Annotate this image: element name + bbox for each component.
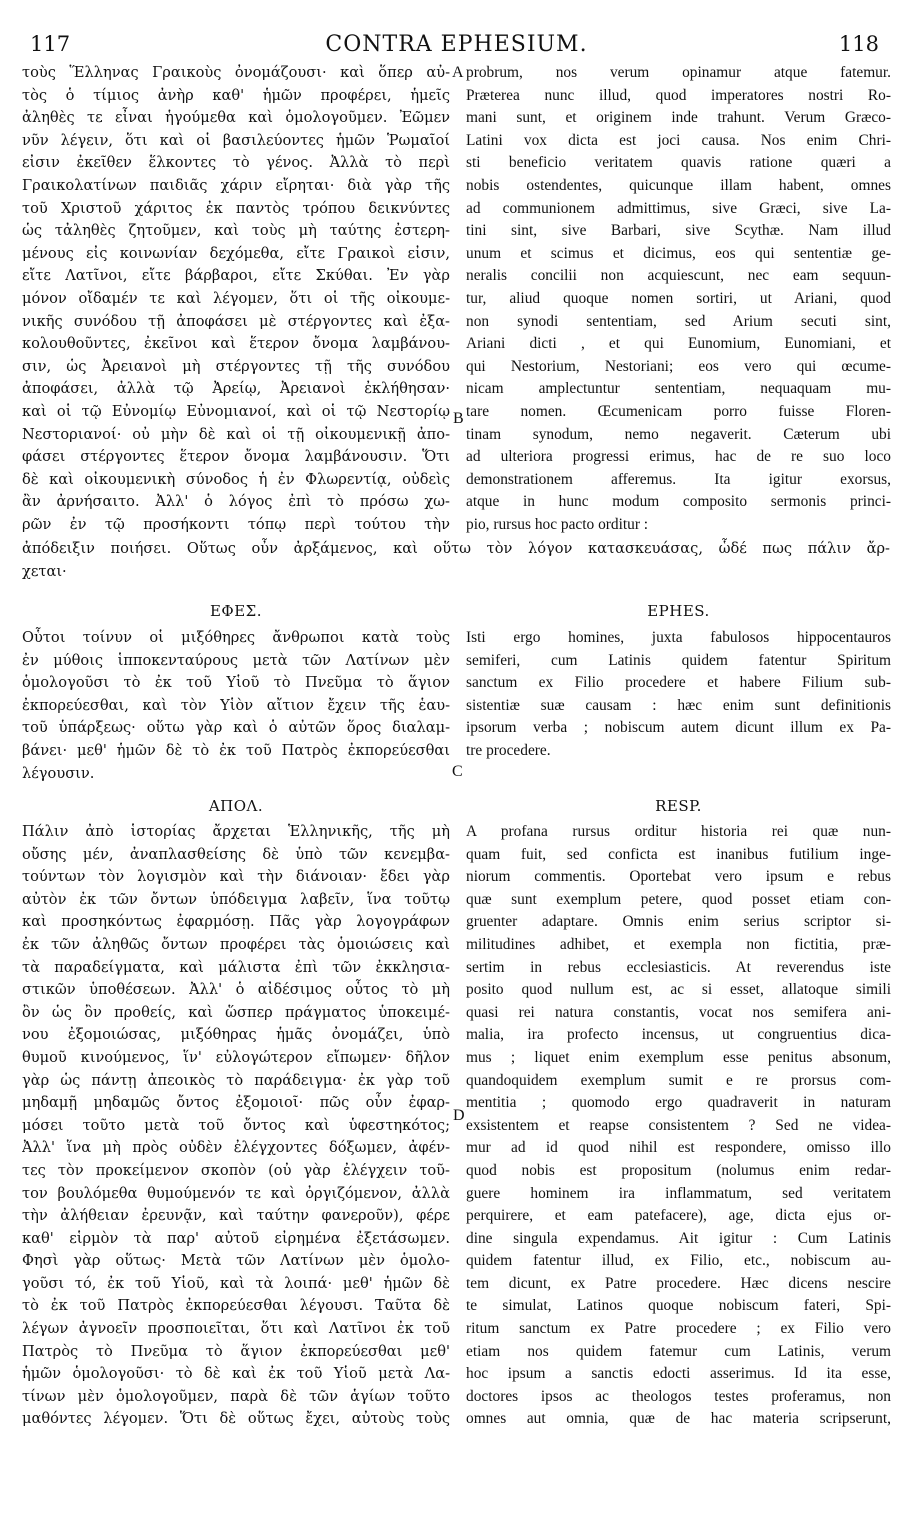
text-line: βάνει· μεθ' ἡμῶν δὲ τὸ ἐκ τοῦ Πατρὸς ἐκπορεύεσθαι <box>22 741 450 759</box>
text-line: ὂν ὡς ὂν προθείς, καὶ ὥσπερ πράγματος ὑποκειμέ- <box>22 1003 450 1021</box>
text-line: quasi rei natura constantis, vocat nos semifera ani- <box>466 1003 891 1021</box>
text-line: nobis ostendentes, quicunque illam habent, omnes <box>466 176 891 194</box>
text-line: ἐκπορεύεσθαι, καὶ τὸν Υἱὸν αἴτιον ἔχειν τῆς ἑαυ- <box>22 696 450 714</box>
greek-heading-apol: ΑΠΟΛ. <box>208 797 264 815</box>
text-line: νου ἐξομοιώσας, μιξόθηρας ἡμᾶς ὀνομάζει, ὑπὸ <box>22 1026 450 1044</box>
text-line: τοῦ ὑπάρξεως· οὕτω γὰρ καὶ ὁ αὐτῶν ὅρος διαλαμ- <box>22 719 450 737</box>
text-line: ἀποφάσει, ἀλλὰ τῷ Ἀρείῳ, Ἀρειανοὶ ἐκλήθησαν· <box>22 380 450 398</box>
text-line: tem dicunt, ex Patre procedere. Hæc dicens nescire <box>466 1274 891 1292</box>
text-line: λέγων ἀγνοεῖν προσποιεῖται, ὅτι καὶ Λατῖνοι ἐκ τοῦ <box>22 1320 450 1338</box>
text-line: posito quod nullum est, ac si esset, allatoque simili <box>466 981 891 999</box>
text-line: quandoquidem exemplum sumit e re prorsus com- <box>466 1071 891 1089</box>
text-line: etiam nos quidem fatemur cum Latinis, verum <box>466 1342 891 1360</box>
text-line: tini sint, sive Barbari, sive Scythæ. Nam illud <box>466 222 891 240</box>
text-line: ἡμῶν ὁμολογοῦσι· τὸ δὲ καὶ ἐκ τοῦ Υἱοῦ μετὰ Λα- <box>22 1365 450 1383</box>
text-line: gruenter adaptare. Omnis enim serius scriptor si- <box>466 913 891 931</box>
text-line: militudines adhibet, et exempla non fictitia, præ- <box>466 935 891 953</box>
text-line: λέγουσιν. <box>22 764 95 782</box>
running-title: CONTRA EPHESIUM. <box>325 32 588 57</box>
text-line: Latini vox dicta est joci causa. Nos enim Chri- <box>466 131 891 149</box>
text-line: Νεστοριανοί· οὐ μὴν δὲ καὶ οἱ τῇ οἰκουμενικῇ ἀπο- <box>22 425 450 443</box>
section1-greek-column <box>22 62 450 536</box>
text-line: atque in hunc modum composito sermonis princi- <box>466 493 891 511</box>
text-line: οὔσης μέν, ἀναπλασθείσης δὲ ὑπὸ τῶν κενεμβα- <box>22 845 450 863</box>
page-number-left: 117 <box>30 32 71 56</box>
text-line: τίνων μὲν ὁμολογοῦμεν, παρὰ δὲ τῶν ἁγίων τοῦτο <box>22 1387 450 1405</box>
text-line: tinam synodum, nemo negaverit. Cæterum ubi <box>466 425 891 443</box>
latin-heading-resp: RESP. <box>655 797 702 815</box>
text-line: guere hominem ira inflammatum, sed veritatem <box>466 1184 891 1202</box>
text-line: ad communionem admittimus, sive Græci, sive La- <box>466 199 891 217</box>
text-line: mentitia ; quomodo ergo quadraverit in naturam <box>466 1094 891 1112</box>
text-line: τες τὸν προκείμενον σκοπὸν (οὐ γὰρ ἐλέγχειν τοῦ- <box>22 1161 450 1179</box>
text-line: μόσει τοῦτο μετὰ τοῦ ὄντος καὶ ὑφεστηκότος; <box>22 1116 450 1134</box>
text-line: ἀληθὲς τε εἶναι ἡγούμεθα καὶ ὁμολογοῦμεν. Ἐῶμεν <box>22 109 450 127</box>
text-line: εἰσιν ἐκεῖθεν ἕλκοντες τὸ γένος. Ἀλλὰ τὸ περὶ <box>22 154 450 172</box>
text-line: σιν, ὡς Ἀρειανοὶ μὴ στέργοντες τῇ τῆς συνόδου <box>22 357 450 375</box>
text-line: perquirere, et eam patefacere), age, dicta ejus or- <box>466 1207 891 1225</box>
text-line: demonstrationem afferemus. Ita igitur exorsus, <box>466 470 891 488</box>
margin-letter-b: B <box>453 410 464 427</box>
section2-latin-column <box>466 627 891 763</box>
text-line: exsistentem et reapse consistentem ? Sed ne videa- <box>466 1116 891 1134</box>
text-line: te simulat, Latinos quoque nobiscum fateri, Spi- <box>466 1297 891 1315</box>
text-line: τὸ ἐκ τοῦ Πατρὸς ἐκπορεύεσθαι λέγουσι. Ταῦτα δὲ <box>22 1297 450 1315</box>
text-line: nicam amplectuntur sententiam, nequaquam mu- <box>466 380 891 398</box>
text-line: ὁμολογοῦσι τὸ ἐκ τοῦ Υἱοῦ τὸ Πνεῦμα τὸ ἅγιον <box>22 674 450 692</box>
text-line: ipsorum verba ; nobiscum autem dicunt illum ex Pa- <box>466 719 891 737</box>
text-line: mur ad id quod nihil est respondere, omisso illo <box>466 1139 891 1157</box>
page-header <box>0 22 913 62</box>
text-line: unum et scimus et dicimus, eos qui sententiæ ge- <box>466 244 891 262</box>
text-line: tur, aliud quoque nomen sortiri, ut Ariani, quod <box>466 289 891 307</box>
text-line: mani sunt, et originem inde trahunt. Verum Græco- <box>466 109 891 127</box>
text-line: hoc ipsum a sanctis edocti asserimus. Id ita esse, <box>466 1365 891 1383</box>
text-line: dine singula expendamus. Ait igitur : Cum Latinis <box>466 1229 891 1247</box>
text-line: probrum, nos verum opinamur atque fatemur. <box>466 64 891 81</box>
text-line: Isti ergo homines, juxta fabulosos hippocentauros <box>466 629 891 646</box>
text-line: μηδαμῇ μηδαμῶς ὄντος ἐξομοιοῖ· πῶς οὖν ἐφαρ- <box>22 1094 450 1112</box>
text-line: ἐν μύθοις ἱπποκενταύρους μετὰ τῶν Λατίνων μὲν <box>22 651 450 669</box>
text-line: sanctum ex Filio procedere et habere Filium sub- <box>466 674 891 692</box>
text-line: τὴν ἀλήθειαν ἐρευνᾷν, καὶ ταύτην φανεροῦν), φέρε <box>22 1207 450 1225</box>
text-line: τον βουλόμεθα θυμούμενόν τε καὶ ὀργιζόμενον, ἀλλὰ <box>22 1184 450 1202</box>
section1-latin-column <box>466 62 891 536</box>
text-line: τὰ παραδείγματα, καὶ μάλιστα ἐπὶ τῶν ἐκκλησια- <box>22 958 450 976</box>
text-line: sti beneficio veritatem quavis ratione quæri a <box>466 154 891 172</box>
text-line: ritum sanctum ex Patre procedere ; ex Filio vero <box>466 1320 891 1338</box>
section3-greek-column <box>22 821 450 1431</box>
text-line: γὰρ ὡς πάντῃ ἀπεοικὸς τὸ παράδειγμα· ἐκ γὰρ τοῦ <box>22 1071 450 1089</box>
text-line: Οὗτοι τοίνυν οἱ μιξόθηρες ἄνθρωποι κατὰ τοὺς <box>22 629 450 646</box>
text-line: tre procedere. <box>466 741 551 759</box>
text-line: mus ; liquet enim exemplum esse penitus absonum, <box>466 1048 891 1066</box>
text-line: μένους εἰς κοινωνίαν δεχόμεθα, εἴτε Γραικοὶ εἰσιν, <box>22 244 450 262</box>
text-line: φάσει στέργοντες ἕτερον ὄνομα λαμβάνουσιν. Ὅτι <box>22 448 450 466</box>
text-line: νικῆς συνόδου τῇ ἀποφάσει μὲ στέργοντες καὶ ἐξα- <box>22 312 450 330</box>
text-line: sistentiæ suæ causam : hæc enim sunt definitionis <box>466 696 891 714</box>
text-line: αὐτὸν ἐκ τῶν ὄντων ὑπόδειγμα λαβεῖν, ἵνα τοῦτῳ <box>22 890 450 908</box>
text-line: omnes aut omnia, quæ de hac materia scripserunt, <box>466 1410 891 1428</box>
text-line: τοῦ Χριστοῦ χάριτος ἐκ παντὸς τρόπου δεικνύντες <box>22 199 450 217</box>
text-line: Πατρὸς τὸ Πνεῦμα τὸ ἅγιον ἐκπορεύεσθαι μεθ' <box>22 1342 450 1360</box>
text-line: quod nobis est propositum (nolumus enim redar- <box>466 1161 891 1179</box>
text-line: κολουθοῦντες, ἐκεῖνοι καὶ ἕτερον ὄνομα λαμβάνου- <box>22 335 450 353</box>
section2-greek-column <box>22 627 450 785</box>
text-line: Γραικολατίνων παιδιᾶς χάριν εἴρηται· διὰ γὰρ τῆς <box>22 176 450 194</box>
text-line: ρῶν ἐν τῷ προσήκοντι τόπῳ περὶ τούτου τὴν <box>22 515 450 533</box>
text-line: ὡς τἀληθὲς ζητοῦμεν, καὶ τοὺς μὴ ταύτης ἐστερη- <box>22 222 450 240</box>
text-line: ἐκ τῶν ἀληθῶς ὄντων προφέρει τὰς ὁμοιώσεις καὶ <box>22 935 450 953</box>
latin-heading-ephes: EPHES. <box>647 602 710 620</box>
text-line: niorum commentis. Oportebat vero ipsum e rebus <box>466 868 891 886</box>
text-line: θυμοῦ κινούμενος, ἵν' εὐλογώτερον εἴπωμεν· δῆλον <box>22 1048 450 1066</box>
text-line: semiferi, cum Latinis quidem fatentur Spiritum <box>466 651 891 669</box>
margin-letter-c: C <box>452 763 463 780</box>
text-line: ἂν ἀρνήσαιτο. Ἀλλ' ὁ λόγος ἐπὶ τὸ πρόσω χω- <box>22 493 450 511</box>
text-line: doctores ipsos ac theologos testes proferamus, non <box>466 1387 891 1405</box>
text-line: malia, ira profecto incensus, ut congruentius dica- <box>466 1026 891 1044</box>
text-line: quæ sunt exemplum petere, quod posset etiam con- <box>466 890 891 908</box>
full-width-line-end: χεται· <box>22 563 67 580</box>
text-line: non synodi sententiam, sed Arium secuti sint, <box>466 312 891 330</box>
greek-heading-ephes: ΕΦΕΣ. <box>209 602 263 620</box>
text-line: tare nomen. Œcumenicam porro fuisse Floren- <box>466 402 891 420</box>
text-line: A profana rursus orditur historia rei quæ nun- <box>466 823 891 840</box>
text-line: sertim in rebus ecclesiasticis. At reverendus iste <box>466 958 891 976</box>
text-line: νῦν λέγειν, ὅτι καὶ οἱ βασιλεύοντες ἡμῶν Ῥωμαῖοί <box>22 131 450 149</box>
text-line: τὸς ὁ τίμιος ἀνὴρ καθ' ἡμῶν προφέρει, ἡμεῖς <box>22 86 450 104</box>
text-line: καὶ προσηκόντως ἐφαρμόσῃ. Πᾶς γὰρ λογογράφων <box>22 913 450 931</box>
section3-latin-column <box>466 821 891 1431</box>
text-line: μόνον οἴδαμέν τε καὶ λέγομεν, ὅτι οἱ τῆς οἰκουμε- <box>22 289 450 307</box>
margin-letter-a: A <box>452 64 464 81</box>
text-line: qui Nestorium, Nestoriani; eos vero qui œcume- <box>466 357 891 375</box>
text-line: neralis concilii non acquiescunt, nec eam sequun- <box>466 267 891 285</box>
text-line: στικῶν ὑποθέσεων. Ἀλλ' ὁ αἰδέσιμος οὗτος τὸ μὴ <box>22 981 450 999</box>
margin-letter-d: D <box>453 1107 465 1124</box>
text-line: Ἀλλ' ἵνα μὴ πρὸς οὐδὲν ἐλέγχοντες δόξωμεν, ἀφέν- <box>22 1139 450 1157</box>
text-line: Πάλιν ἀπὸ ἱστορίας ἄρχεται Ἑλληνικῆς, τῆς μὴ <box>22 823 450 840</box>
text-line: καθ' εἱρμὸν τὰ παρ' αὐτοῦ εἰρημένα ἐξετάσωμεν. <box>22 1229 450 1247</box>
text-line: γοῦσι τό, ἐκ τοῦ Υἱοῦ, καὶ τὰ λοιπά· μεθ' ἡμῶν δὲ <box>22 1274 450 1292</box>
text-line: εἴτε Λατῖνοι, εἴτε βάρβαροι, εἴτε Σκύθαι. Ἐν γὰρ <box>22 267 450 285</box>
text-line: ad ulteriora progressi erimus, hac de re suo loco <box>466 448 891 466</box>
full-width-line: ἀπόδειξιν ποιήσει. Οὕτως οὖν ἀρξάμενος, καὶ οὕτω τὸν λόγον κατασκευάσας, ὧδέ πως πάλιν ἄρ- <box>22 540 890 557</box>
text-line: Præterea nunc illud, quod imperatores nostri Ro- <box>466 86 891 104</box>
text-line: quidem fatentur illud, ex Filio, etc., nobiscum au- <box>466 1252 891 1270</box>
text-line: δὲ καὶ οἰκουμενικὴ σύνοδος ἡ ἐν Φλωρεντίᾳ, οὐδεὶς <box>22 470 450 488</box>
text-line: τοὺς Ἕλληνας Γραικοὺς ὀνομάζουσι· καὶ ὅπερ αὐ- <box>22 64 450 81</box>
text-line: pio, rursus hoc pacto orditur : <box>466 515 649 533</box>
page-number-right: 118 <box>838 32 879 56</box>
text-line: Φησὶ γὰρ οὕτως· Μετὰ τῶν Λατίνων μὲν ὁμολο- <box>22 1252 450 1270</box>
text-line: καὶ οἱ τῷ Εὐνομίῳ Εὐνομιανοί, καὶ οἱ τῷ Νεστορίῳ <box>22 402 450 420</box>
text-line: τούντων τὸν λογισμὸν καὶ τὴν διάνοιαν· ἔδει γὰρ <box>22 868 450 886</box>
text-line: quam fuit, sed conficta est inanibus futilium inge- <box>466 845 891 863</box>
text-line: μαθόντες λέγομεν. Ὅτι δὲ οὕτως ἔχει, αὐτοὺς τοὺς <box>22 1410 450 1428</box>
text-line: Ariani dicti , et qui Eunomium, Eunomiani, et <box>466 335 891 353</box>
